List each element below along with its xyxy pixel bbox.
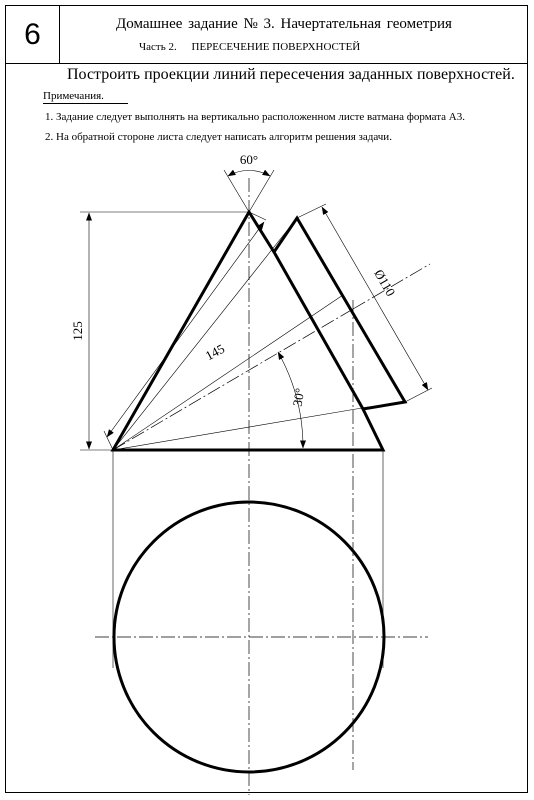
cone-front-view	[113, 212, 383, 450]
note-item: 2. На обратной стороне листа следует написать алгоритм решения задачи.	[45, 131, 392, 143]
axis-angle-label: 30°	[289, 386, 308, 408]
dimension-slant-145	[104, 212, 266, 450]
diameter-dimension-label: Ø110	[371, 266, 399, 299]
part-number: Часть 2.	[139, 41, 177, 53]
object-outlines	[113, 212, 405, 772]
cylinder-front-view	[274, 218, 405, 409]
cylinder-generatrix-line	[113, 218, 297, 450]
task-number: 6	[6, 6, 60, 63]
part-name: ПЕРЕСЕЧЕНИЕ ПОВЕРХНОСТЕЙ	[191, 41, 361, 53]
homework-title: Домашнее задание № 3. Начертательная геометрия	[116, 16, 452, 32]
construction-lines	[113, 218, 383, 668]
slant-dimension-label: 145	[202, 340, 228, 364]
cylinder-generatrix-line	[113, 407, 368, 450]
dimension-cylinder-diameter	[297, 204, 432, 402]
notes-heading: Примечания.	[43, 90, 128, 104]
task-statement: Построить проекции линий пересечения заданных поверхностей.	[67, 66, 515, 83]
apex-angle-label: 60°	[239, 152, 259, 167]
note-item: 1. Задание следует выполнять на вертикально расположенном листе ватмана формата А3.	[45, 111, 465, 123]
dimension-cone-height	[80, 212, 249, 450]
height-dimension-label: 125	[70, 321, 85, 341]
cylinder-generatrix-line	[113, 295, 343, 450]
